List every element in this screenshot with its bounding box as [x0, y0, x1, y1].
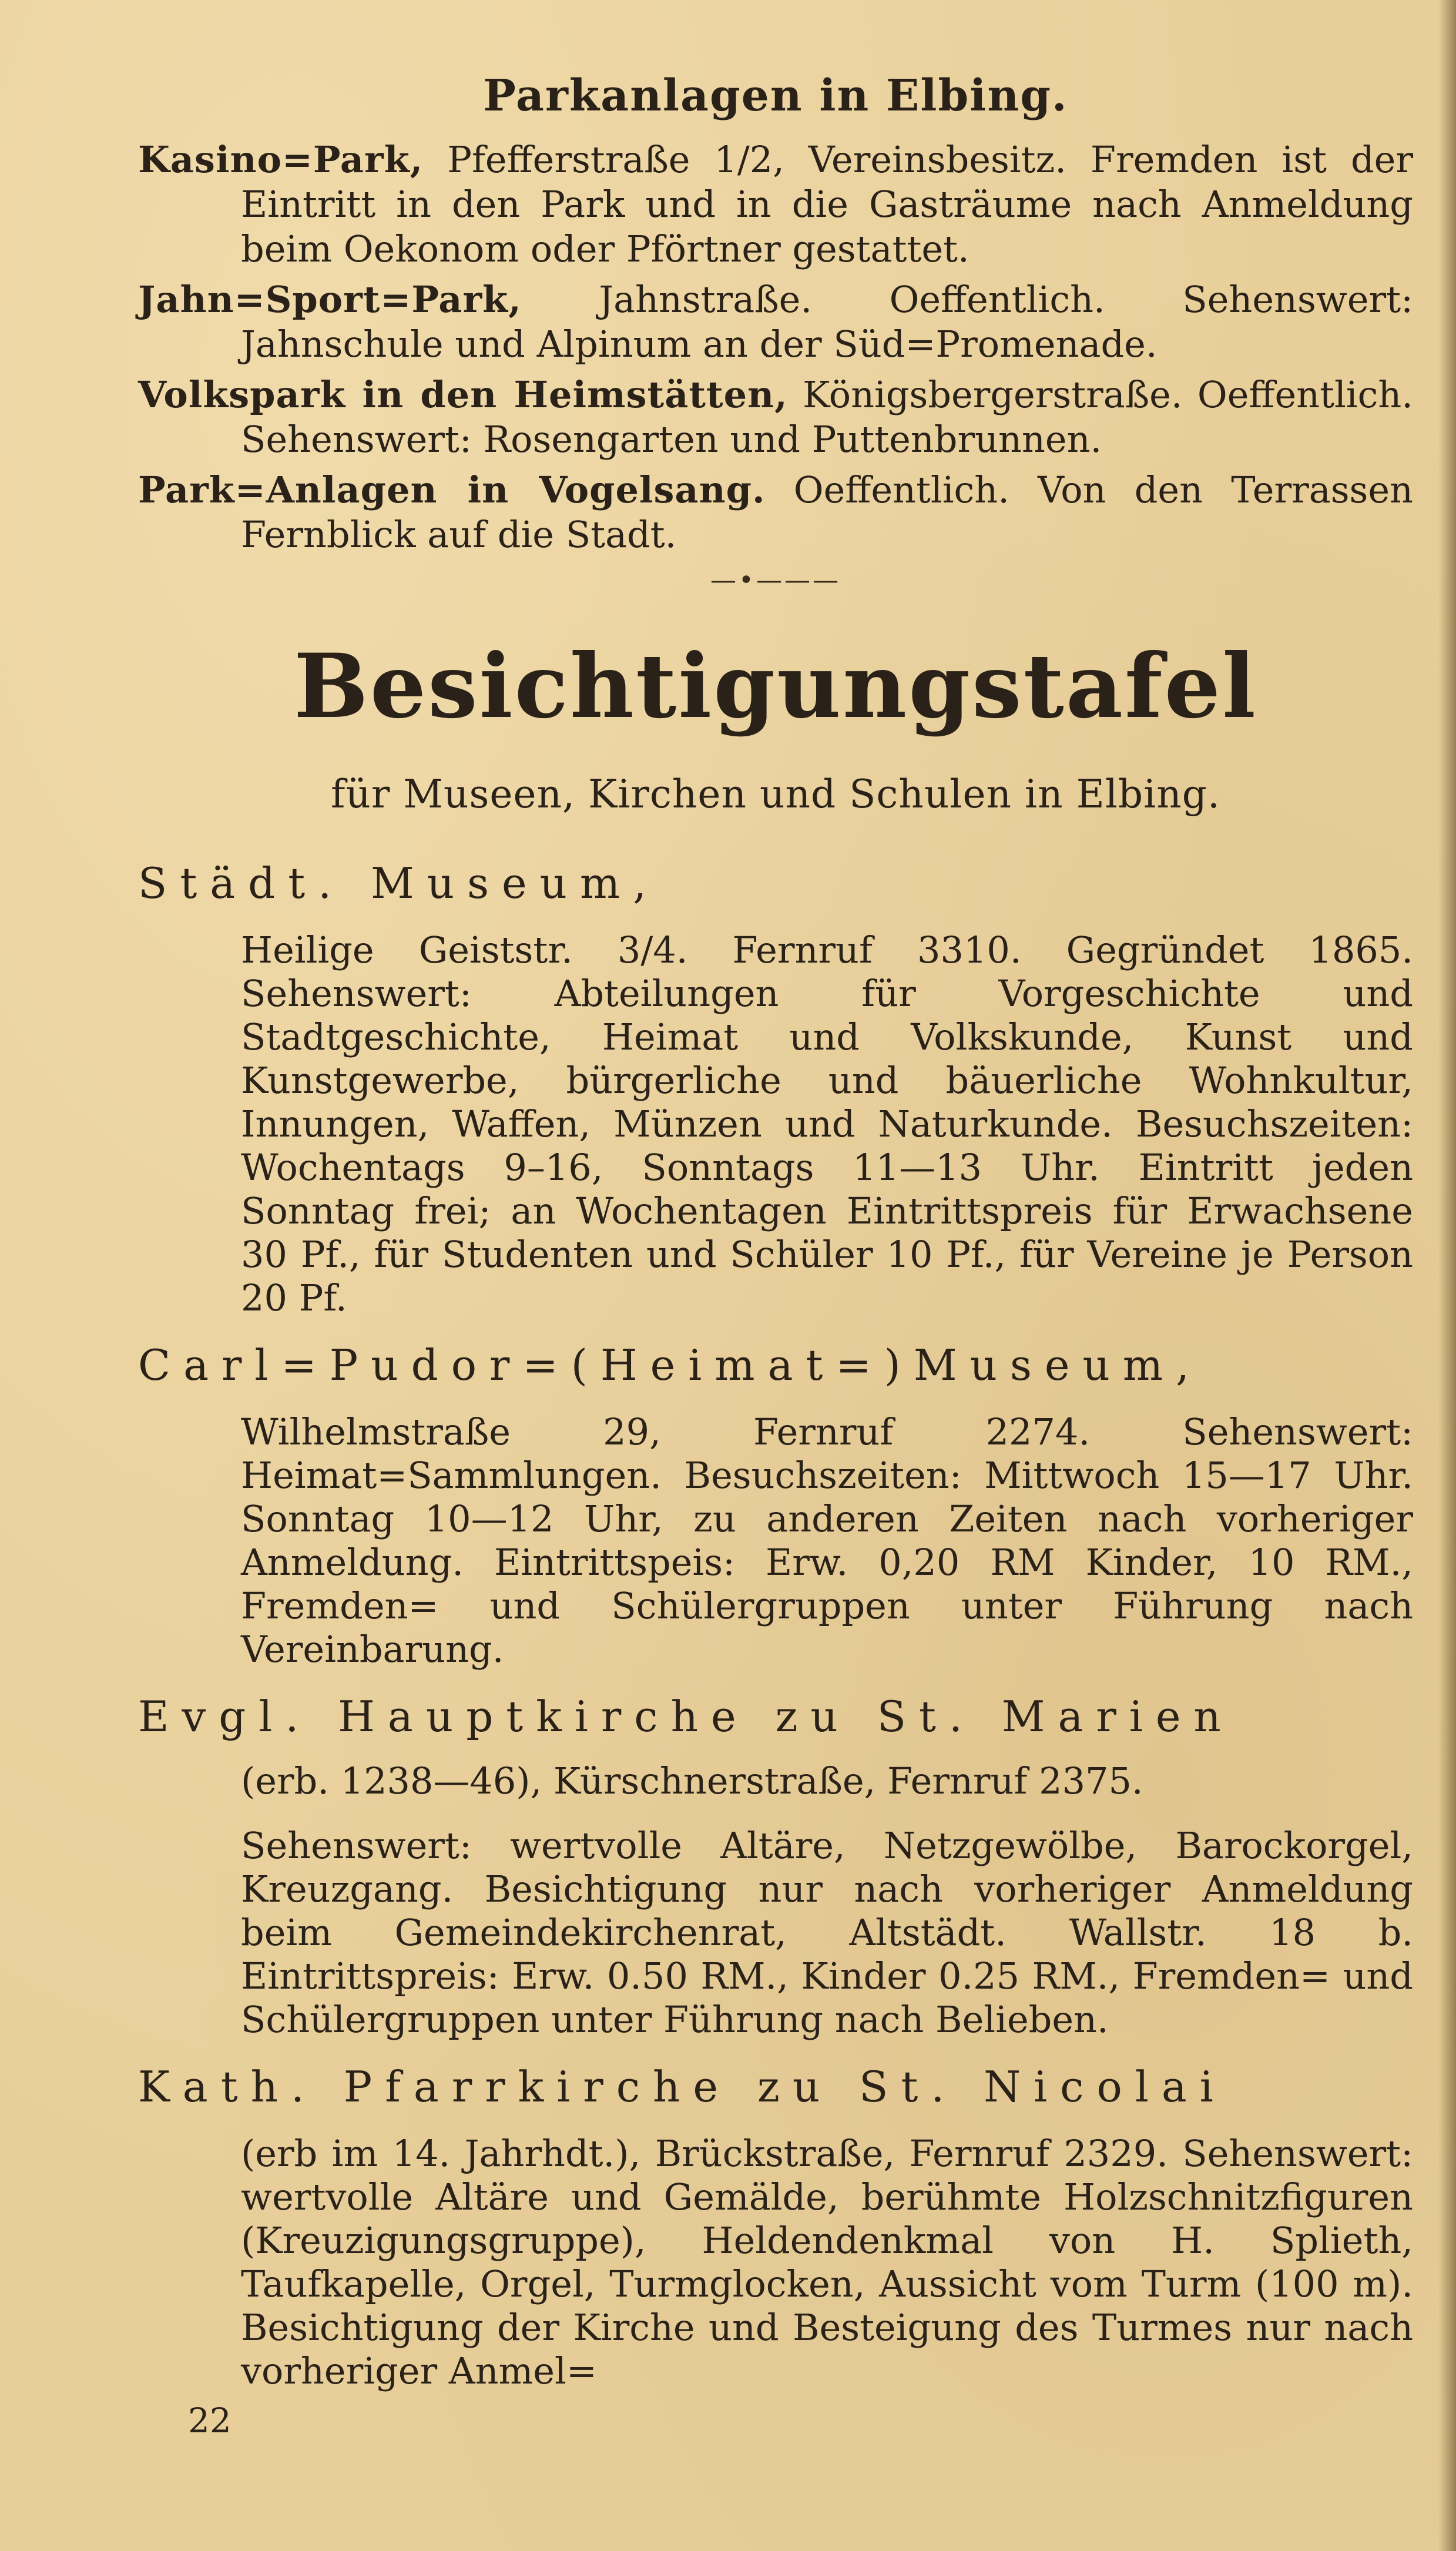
page-edge-shadow	[1438, 0, 1456, 2551]
park-entry-volkspark	[138, 373, 1413, 462]
sight-body: Heilige Geiststr. 3/4. Fernruf 3310. Gegründet 1865. Sehenswert: Abteilungen für Vorgeschichte und Stadtgeschichte, Heimat und Volkskunde, Kunst und Kunstgewerbe, bürgerliche und bäuerliche Wohnkultur, Innungen, Waffen, Münzen und Naturkunde. Besuchszeiten: Wochentags 9–16, Sonntags 11—13 Uhr. Eintritt jeden Sonntag frei; an Wochentagen Eintrittspreis für Erwachsene 30 Pf., für Studenten und Schüler 10 Pf., für Vereine je Person 20 Pf.	[241, 928, 1413, 1319]
park-entry-kasino	[138, 138, 1413, 271]
park-name: Volkspark in den Heimstätten,	[138, 373, 788, 416]
sight-line1: (erb. 1238—46), Kürschnerstraße, Fernruf 2375.	[241, 1759, 1143, 1802]
main-title: Besichtigungstafel	[293, 635, 1258, 738]
park-text: Pfefferstraße 1/2, Vereinsbesitz. Fremden ist der Eintritt in den Park und in die Gasträume nach Anmeldung beim Oekonom oder Pförtner gestattet.	[241, 138, 1413, 270]
sight-nicolaikirche	[138, 2061, 1413, 2393]
sight-body: Sehenswert: wertvolle Altäre, Netzgewölbe, Barockorgel, Kreuzgang. Besichtigung nur nach vorheriger Anmeldung beim Gemeindekirchenrat, Altstädt. Wallstr. 18 b. Eintrittspreis: Erw. 0.50 RM., Kinder 0.25 RM., Fremden= und Schülergruppen unter Führung nach Belieben.	[241, 1824, 1413, 2041]
park-text: Königsbergerstraße. Oeffentlich. Sehenswert: Rosengarten und Puttenbrunnen.	[241, 373, 1414, 461]
park-name: Park=Anlagen in Vogelsang.	[138, 468, 766, 511]
park-text: Jahnstraße. Oeffentlich. Sehenswert: Jahnschule und Alpinum an der Süd=Promenade.	[241, 278, 1413, 366]
sight-title: Städt. Museum,	[138, 859, 660, 908]
sight-title: Evgl. Hauptkirche zu St. Marien	[138, 1692, 1234, 1741]
sight-title: Kath. Pfarrkirche zu St. Nicolai	[138, 2062, 1226, 2111]
sight-marienkirche	[138, 1691, 1413, 2042]
parks-heading: Parkanlagen in Elbing.	[483, 71, 1068, 121]
park-name: Jahn=Sport=Park,	[138, 278, 522, 321]
sight-pudor-museum	[138, 1340, 1413, 1671]
page-content	[138, 71, 1413, 2413]
sight-staedt-museum	[138, 858, 1413, 1320]
park-text: Oeffentlich. Von den Terrassen Fernblick auf die Stadt.	[241, 468, 1413, 556]
section-divider: —•———	[710, 565, 841, 595]
park-entry-jahn	[138, 277, 1413, 367]
main-subtitle: für Museen, Kirchen und Schulen in Elbing.	[330, 772, 1221, 817]
park-entry-vogelsang	[138, 468, 1413, 557]
park-name: Kasino=Park,	[138, 138, 424, 181]
sight-body: Wilhelmstraße 29, Fernruf 2274. Sehenswert: Heimat=Sammlungen. Besuchszeiten: Mittwoch 15—17 Uhr. Sonntag 10—12 Uhr, zu anderen Zeiten nach vorheriger Anmeldung. Eintrittspeis: Erw. 0,20 RM Kinder, 10 RM., Fremden= und Schülergruppen unter Führung nach Vereinbarung.	[241, 1410, 1413, 1671]
sight-title: Carl=Pudor=(Heimat=)Museum,	[138, 1340, 1203, 1390]
sight-body: (erb im 14. Jahrhdt.), Brückstraße, Fernruf 2329. Sehenswert: wertvolle Altäre und Gemälde, berühmte Holzschnitzfiguren (Kreuzigungsgruppe), Heldendenkmal von H. Splieth, Taufkapelle, Orgel, Turmglocken, Aussicht vom Turm (100 m). Besichtigung der Kirche und Besteigung des Turmes nur nach vorheriger Anmel=	[241, 2132, 1413, 2392]
page-number: 22	[188, 2401, 232, 2441]
